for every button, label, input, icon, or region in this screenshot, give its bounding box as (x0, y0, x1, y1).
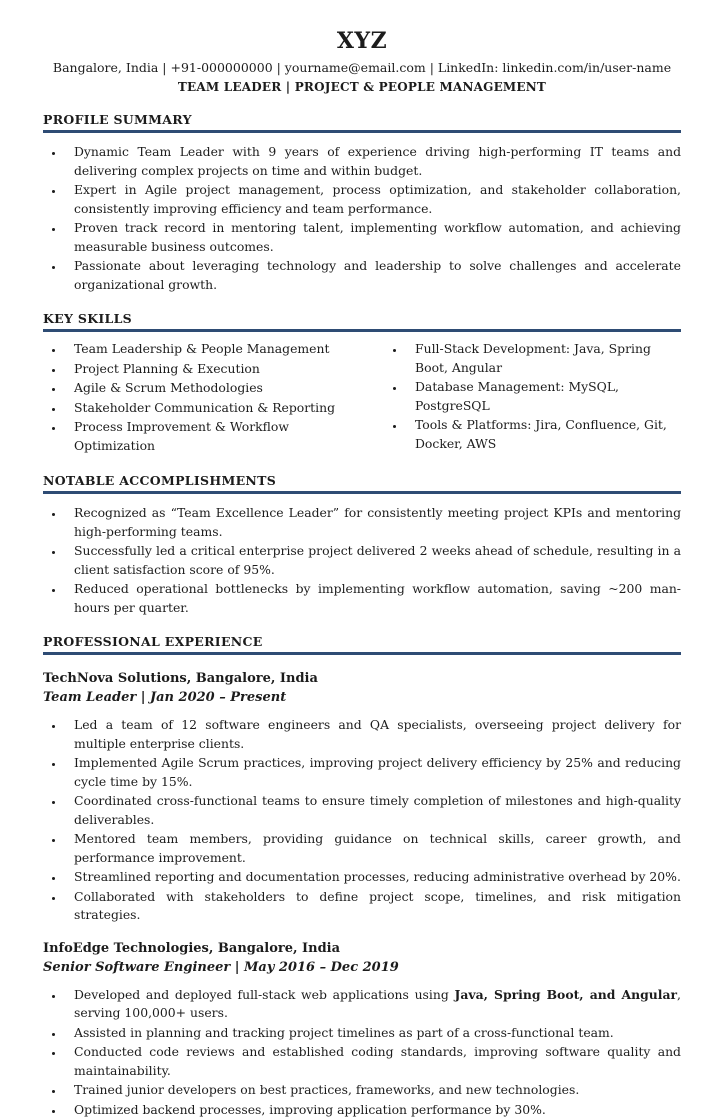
section-title-key-skills: KEY SKILLS (43, 311, 681, 332)
skill-item: • Process Improvement & Workflow Optimization (65, 418, 362, 455)
skills-columns (43, 340, 681, 456)
skill-item: • Full-Stack Development: Java, Spring Boot, Angular (406, 340, 681, 377)
bullet-item: • Assisted in planning and tracking project timelines as part of a cross-functional team. (65, 1024, 681, 1043)
bullet-item: • Proven track record in mentoring talent, implementing workflow automation, and achieving measurable business outcomes. (65, 219, 681, 256)
skill-item: • Database Management: MySQL, PostgreSQL (406, 378, 681, 415)
bullet-item: • Expert in Agile project management, process optimization, and stakeholder collaboration, consistently improving efficiency and team performance. (65, 181, 681, 218)
bullet-item: • Implemented Agile Scrum practices, improving project delivery efficiency by 25% and reducing cycle time by 15%. (65, 754, 681, 791)
bullet-item: • Reduced operational bottlenecks by implementing workflow automation, saving ~200 man-hours per quarter. (65, 580, 681, 617)
bullet-text-pre: Developed and deployed full-stack web applications using (74, 986, 455, 1002)
section-title-experience: PROFESSIONAL EXPERIENCE (43, 634, 681, 655)
job-company: TechNova Solutions, Bangalore, India (43, 671, 318, 686)
section-experience (43, 634, 681, 1119)
bullet-item: • Streamlined reporting and documentation processes, reducing administrative overhead by 20%. (65, 868, 681, 887)
job-entry-technova (43, 670, 681, 925)
skills-list-left (43, 340, 362, 455)
skills-list-right (384, 340, 681, 453)
job-company: InfoEdge Technologies, Bangalore, India (43, 940, 341, 956)
skill-item: • Agile & Scrum Methodologies (65, 379, 362, 398)
section-title-profile-summary: PROFILE SUMMARY (43, 112, 681, 133)
job-bullets-list (43, 986, 681, 1120)
bullet-item: • Coordinated cross-functional teams to ensure timely completion of milestones and high-quality deliverables. (65, 792, 681, 829)
bullet-item: • Trained junior developers on best practices, frameworks, and new technologies. (65, 1081, 681, 1100)
bullet-item: • Collaborated with stakeholders to define project scope, timelines, and risk mitigation strategies. (65, 888, 681, 925)
bullet-item: • Recognized as “Team Excellence Leader” for consistently meeting project KPIs and mentoring high-performing teams. (65, 504, 681, 541)
skill-item: • Stakeholder Communication & Reporting (65, 399, 362, 418)
headline-tagline: TEAM LEADER | PROJECT & PEOPLE MANAGEMENT (177, 80, 547, 94)
bullet-item: • Passionate about leveraging technology and leadership to solve challenges and accelerate organizational growth. (65, 257, 681, 294)
bullet-item: • Optimized backend processes, improving application performance by 30%. (65, 1101, 681, 1120)
bullet-item: • Dynamic Team Leader with 9 years of experience driving high-performing IT teams and delivering complex projects on time and within budget. (65, 143, 681, 180)
bullet-item: • Conducted code reviews and established coding standards, improving software quality and maintainability. (65, 1043, 681, 1080)
bullet-item: • Led a team of 12 software engineers and QA specialists, overseeing project delivery for multiple enterprise clients. (65, 716, 681, 753)
skill-item: • Team Leadership & People Management (65, 340, 362, 359)
skills-column-left (43, 340, 362, 456)
resume-header (43, 28, 681, 95)
profile-summary-list (43, 143, 681, 294)
accomplishments-list (43, 504, 681, 617)
bullet-item: • Mentored team members, providing guidance on technical skills, career growth, and performance improvement. (65, 830, 681, 867)
section-key-skills (43, 311, 681, 456)
contact-line: Bangalore, India | +91-000000000 | yourname@email.com | LinkedIn: linkedin.com/in/user-name (52, 60, 672, 75)
bullet-item: • Successfully led a critical enterprise project delivered 2 weeks ahead of schedule, resulting in a client satisfaction score of 95%. (65, 542, 681, 579)
section-title-accomplishments: NOTABLE ACCOMPLISHMENTS (43, 473, 681, 494)
job-bullets-list (43, 716, 681, 925)
bullet-item (65, 986, 681, 1023)
section-profile-summary (43, 112, 681, 294)
bullet-text-post: , serving 100,000+ users. (74, 986, 681, 1020)
job-entry-infoedge (43, 940, 681, 1120)
job-role: Team Leader | Jan 2020 – Present (43, 690, 287, 705)
candidate-name: XYZ (336, 28, 388, 54)
skill-item: • Project Planning & Execution (65, 360, 362, 379)
skill-item: • Tools & Platforms: Jira, Confluence, Git, Docker, AWS (406, 416, 681, 453)
bullet-text-bold: Java, Spring Boot, and Angular (454, 986, 678, 1002)
skills-column-right (362, 340, 681, 456)
section-accomplishments (43, 473, 681, 617)
job-role: Senior Software Engineer | May 2016 – Dec 2019 (43, 959, 399, 975)
